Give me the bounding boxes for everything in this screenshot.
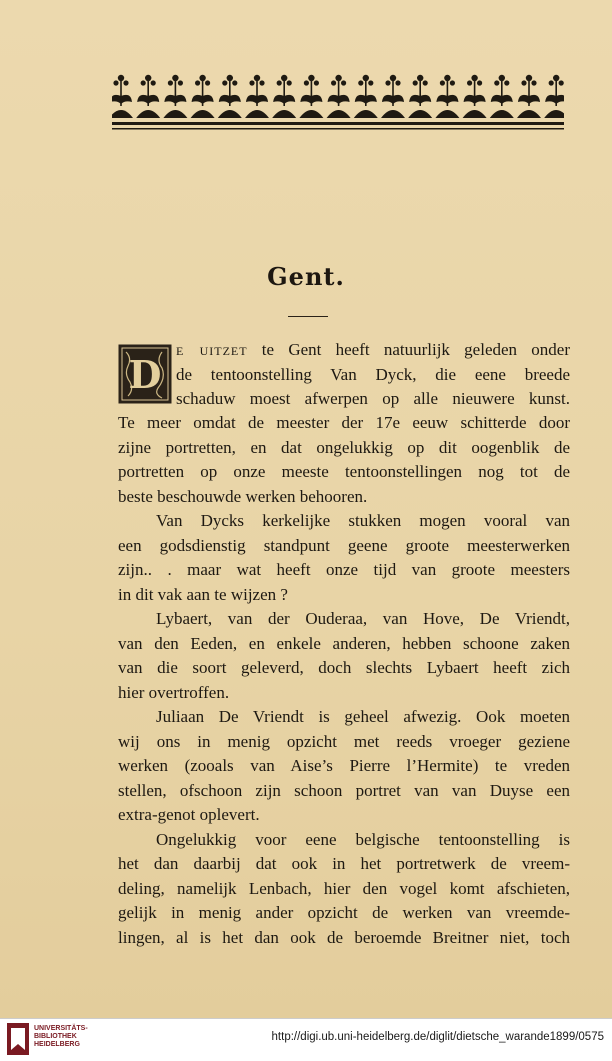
- flower-motif: [163, 75, 187, 118]
- flower-motif: [354, 75, 378, 118]
- text-line: in dit vak aan te wijzen ?: [118, 584, 288, 604]
- first-line-rest: te Gent heeft natuurlijk geleden onder: [247, 340, 570, 359]
- text-line: wij ons in menig opzicht met reeds vroeger geziene: [118, 731, 570, 751]
- flower-motif: [327, 75, 351, 118]
- flower-motif: [299, 75, 323, 118]
- text-line: deling, namelijk Lenbach, hier den vogel komt afschieten,: [118, 878, 570, 898]
- text-line: beste beschouwde werken behooren.: [118, 486, 368, 506]
- flower-motif: [517, 75, 541, 118]
- flower-motif: [490, 75, 514, 118]
- text-line: portretten op onze meeste tentoonstellingen nog tot de: [118, 462, 570, 481]
- text-line: Te meer omdat de meester der 17e eeuw schitterde door: [118, 413, 570, 432]
- text-line: werken (zooals van Aise’s Pierre l’Hermite) te vreden: [118, 756, 570, 775]
- first-paragraph-opening: [176, 338, 570, 412]
- flower-motif: [544, 75, 564, 118]
- library-name: UNIVERSITÄTS- BIBLIOTHEK HEIDELBERG: [34, 1025, 88, 1048]
- text-line: van den Eeden, en enkele anderen, hebben schoone zaken: [118, 633, 570, 653]
- decorated-initial-d-icon: [118, 344, 172, 404]
- source-url-link[interactable]: http://digi.ub.uni-heidelberg.de/diglit/dietsche_warande1899/0575: [271, 1031, 604, 1043]
- text-line: Ongelukkig voor eene belgische tentoonstelling is: [156, 829, 570, 849]
- text-line: de tentoonstelling Van Dyck, die eene breede: [176, 364, 570, 384]
- text-line: Juliaan De Vriendt is geheel afwezig. Ook moeten: [156, 707, 570, 726]
- page-heading: Gent.: [267, 262, 345, 291]
- text-line: van die soort geleverd, doch slechts Lybaert heeft zich: [118, 658, 570, 677]
- text-line: Van Dycks kerkelijke stukken mogen vooral van: [156, 511, 570, 530]
- body-text: [118, 411, 570, 950]
- text-line: het dan daarbij dat ook in het portretwerk de vreem-: [118, 854, 570, 873]
- text-line: extra-genot oplevert.: [118, 805, 260, 824]
- svg-text:D: D: [128, 352, 162, 397]
- flower-motif: [435, 75, 459, 118]
- flower-motif: [381, 75, 405, 118]
- floral-ornament-band: [112, 70, 564, 132]
- text-line: zijne portretten, en dat ongelukkig op dit oogenblik de: [118, 437, 570, 457]
- flower-motif: [136, 75, 160, 118]
- flower-motif: [218, 75, 242, 118]
- heading-rule: [288, 316, 328, 317]
- text-line: lingen, al is het dan ook de beroemde Breitner niet, toch: [118, 927, 570, 947]
- flower-motif: [245, 75, 269, 118]
- text-line: zijn.. . maar wat heeft onze tijd van groote meesters: [118, 560, 570, 579]
- flower-motif: [272, 75, 296, 118]
- text-line: een godsdienstig standpunt geene groote meesterwerken: [118, 535, 570, 555]
- flower-motif: [191, 75, 215, 118]
- lead-words: e uitzet: [176, 340, 248, 359]
- flower-motif: [112, 75, 133, 118]
- text-line: gelijk in menig ander opzicht de werken van vreemde-: [118, 903, 570, 922]
- flower-motif: [463, 75, 487, 118]
- text-line: Lybaert, van der Ouderaa, van Hove, De Vriendt,: [156, 609, 570, 628]
- text-line: schaduw moest afwerpen op alle nieuwere kunst.: [176, 389, 570, 408]
- flower-motif: [408, 75, 432, 118]
- university-library-logo-icon[interactable]: [6, 1022, 30, 1056]
- text-line: hier overtroffen.: [118, 682, 230, 702]
- text-line: stellen, ofschoon zijn schoon portret van van Duyse een: [118, 780, 570, 800]
